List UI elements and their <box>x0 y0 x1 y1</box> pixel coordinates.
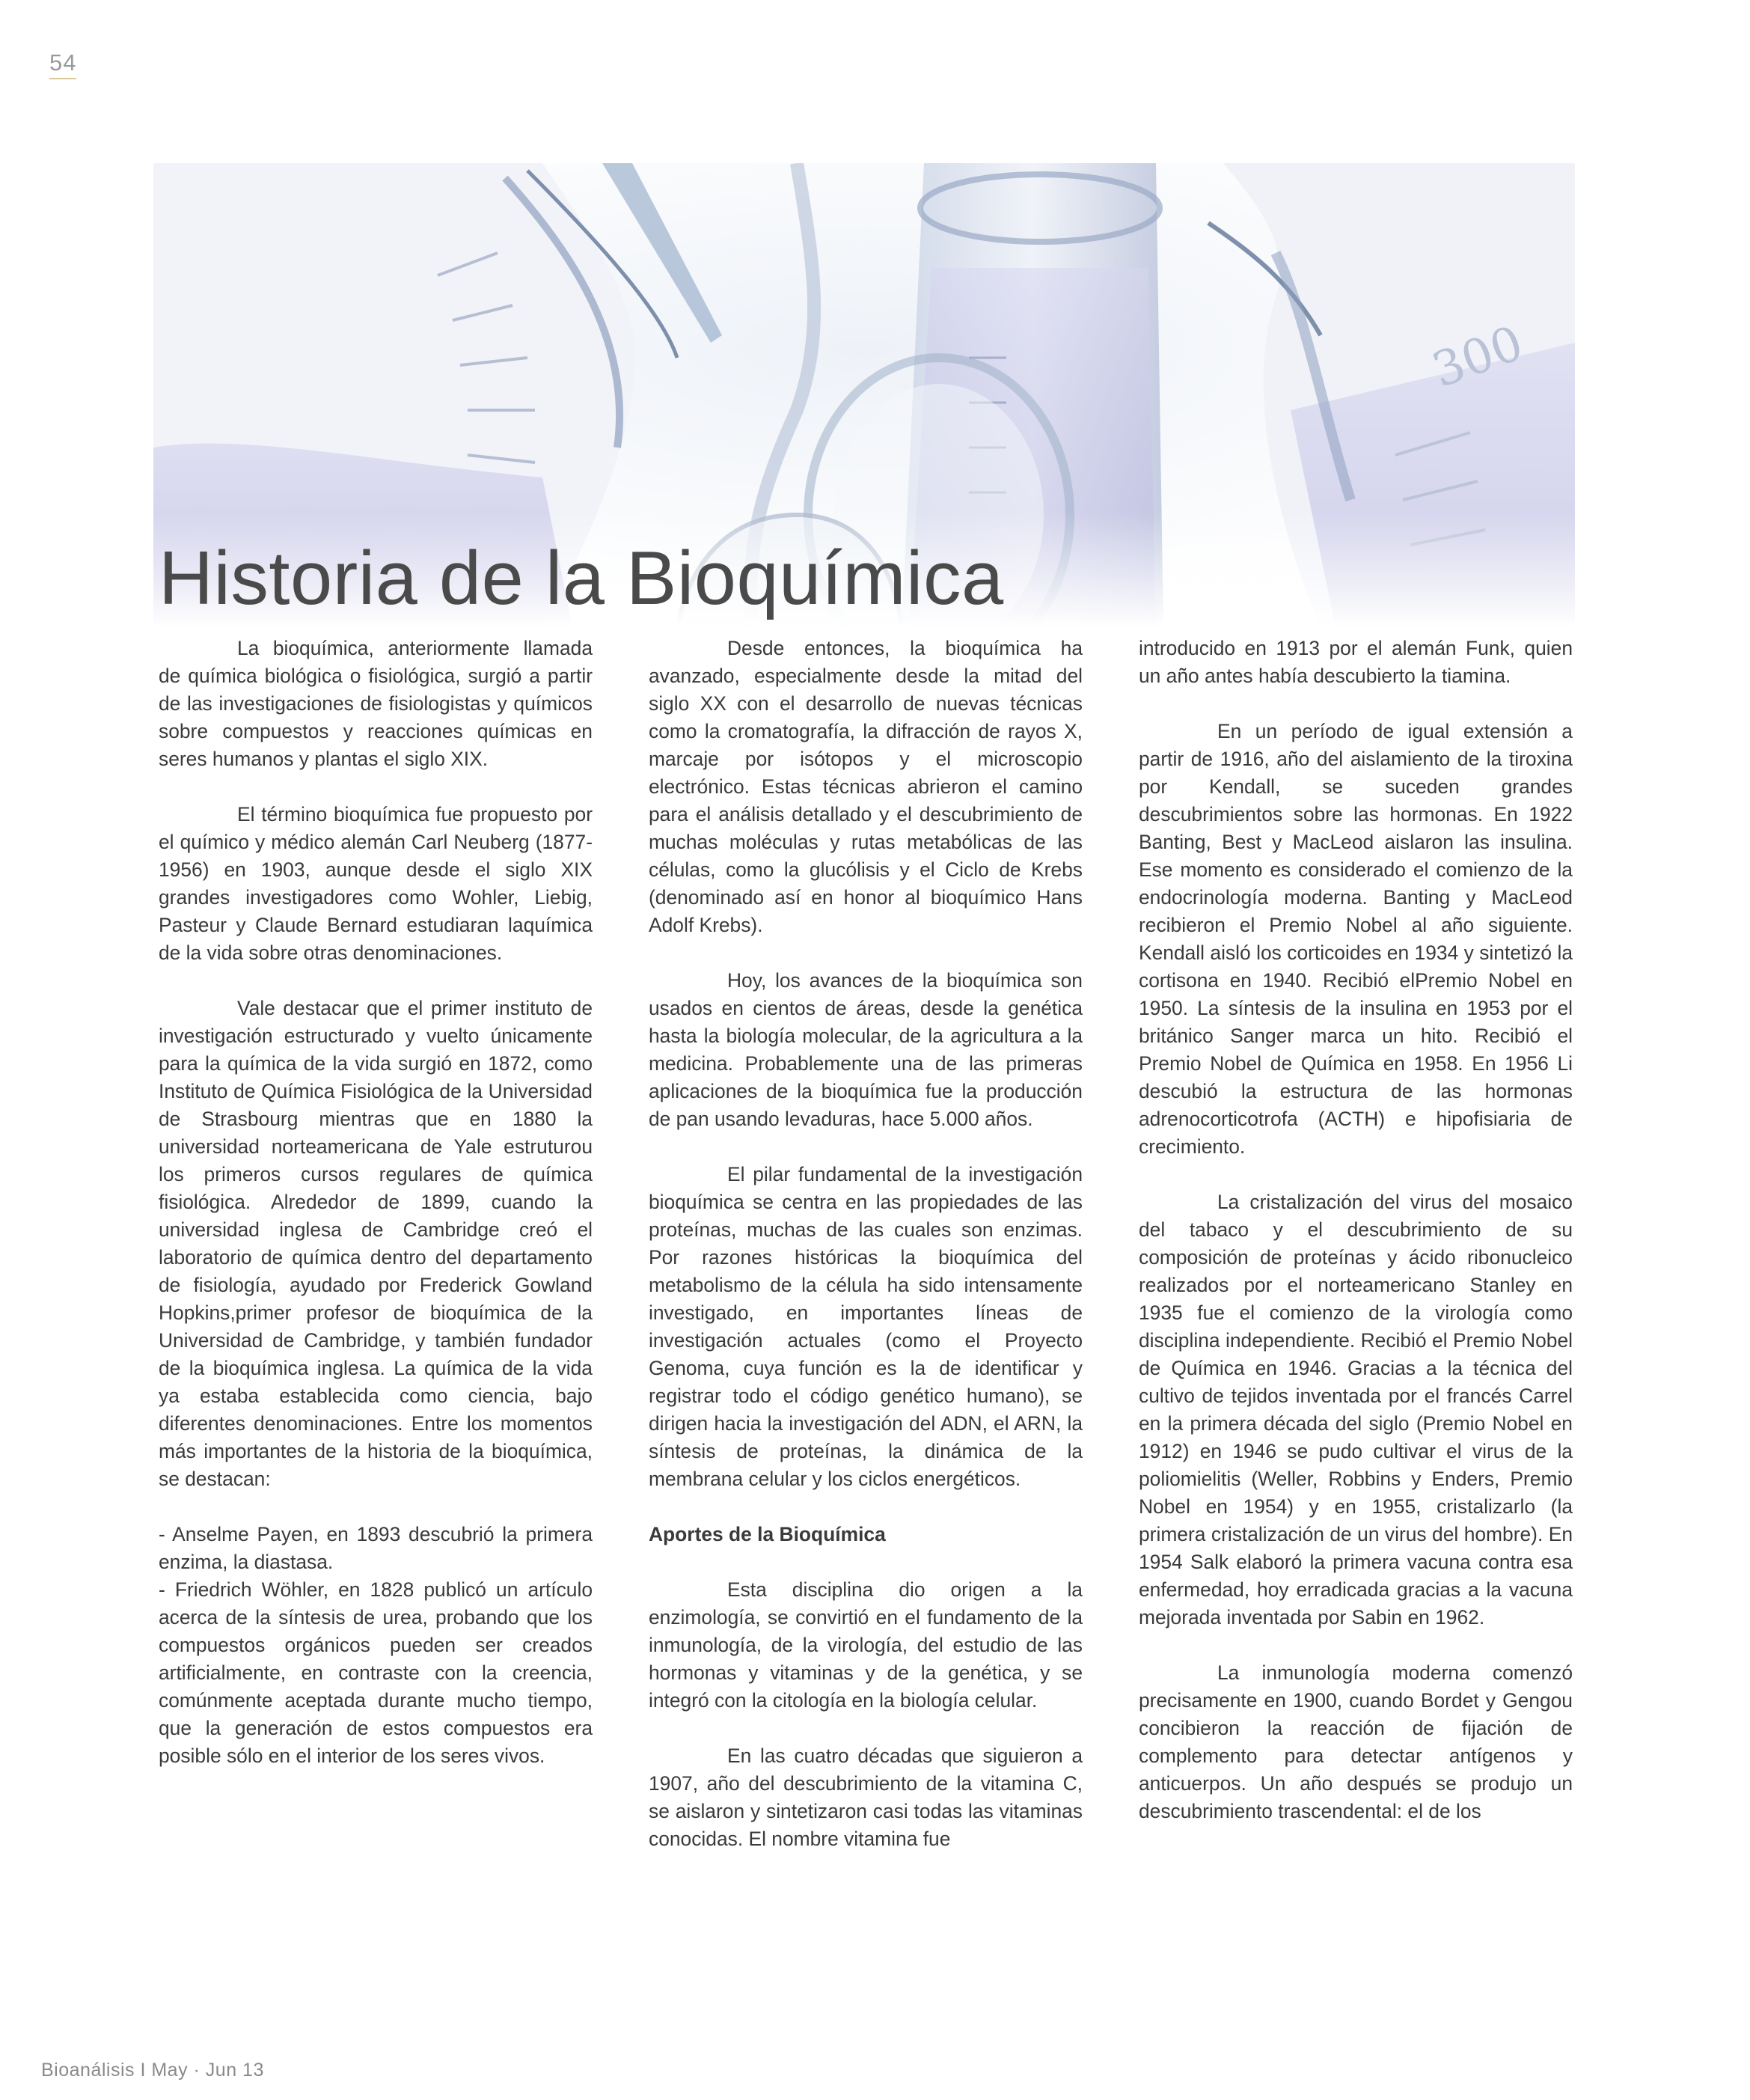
page-number: 54 <box>49 49 76 79</box>
paragraph: Esta disciplina dio origen a la enzimología, se convirtió en el fundamento de la inmunología, de la virología, del estudio de las hormonas y vitaminas y de la genética, y se integró con la citología en la biología celular. <box>649 1578 1083 1712</box>
page-footer: Bioanálisis I May · Jun 13 <box>41 2060 264 2081</box>
article-title: Historia de la Bioquímica <box>159 537 1004 620</box>
paragraph: Desde entonces, la bioquímica ha avanzado, especialmente desde la mitad del siglo XX con el desarrollo de nuevas técnicas como la cromatografía, la difracción de rayos X, marcaje por isótopos y el microscopio electrónico. Estas técnicas abrieron el camino para el análisis detallado y el descubrimiento de muchas moléculas y rutas metabólicas de las células, como la glucólisis y el Ciclo de Krebs (denominado así en honor al bioquímico Hans Adolf Krebs). <box>649 637 1083 936</box>
article-body <box>159 635 1573 1952</box>
column-2 <box>649 635 1083 1952</box>
paragraph: El pilar fundamental de la investigación bioquímica se centra en las propiedades de las proteínas, muchas de las cuales son enzimas. Por razones históricas la bioquímica del metabolismo de la célula ha sido intensamente investigado, en importantes líneas de investigación actuales (como el Proyecto Genoma, cuya función es la de identificar y registrar todo el código genético humano), se dirigen hacia la investigación del ADN, el ARN, la síntesis de proteínas, la dinámica de la membrana celular y los ciclos energéticos. <box>649 1163 1083 1490</box>
list-item: - Anselme Payen, en 1893 descubrió la primera enzima, la diastasa. <box>159 1523 593 1573</box>
section-heading: Aportes de la Bioquímica <box>649 1523 886 1545</box>
paragraph: Hoy, los avances de la bioquímica son usados en cientos de áreas, desde la genética hasta la biología molecular, de la agricultura a la medicina. Probablemente una de las primeras aplicaciones de la bioquímica fue la producción de pan usando levaduras, hace 5.000 años. <box>649 969 1083 1130</box>
paragraph: El término bioquímica fue propuesto por el químico y médico alemán Carl Neuberg (1877-1956) en 1903, aunque desde el siglo XIX grandes investigadores como Wohler, Liebig, Pasteur y Claude Bernard estudiaran laquímica de la vida sobre otras denominaciones. <box>159 803 593 964</box>
paragraph: La cristalización del virus del mosaico del tabaco y el descubrimiento de su composición de proteínas y ácido ribonucleico realizados por el norteamericano Stanley en 1935 fue el comienzo de la virología como disciplina independiente. Recibió el Premio Nobel de Química en 1946. Gracias a la técnica del cultivo de tejidos inventada por el francés Carrel en la primera década del siglo (Premio Nobel en 1912) en 1946 se pudo cultivar el virus de la poliomielitis (Weller, Robbins y Enders, Premio Nobel en 1954) y en 1955, cristalizarlo (la primera cristalización de un virus del hombre). En 1954 Salk elaboró la primera vacuna contra esa enfermedad, hoy erradicada gracias a la vacuna mejorada inventada por Sabin en 1962. <box>1139 1191 1573 1629</box>
paragraph: La bioquímica, anteriormente llamada de química biológica o fisiológica, surgió a partir de las investigaciones de fisiologistas y químicos sobre compuestos y reacciones químicas en seres humanos y plantas el siglo XIX. <box>159 637 593 770</box>
paragraph: introducido en 1913 por el alemán Funk, quien un año antes había descubierto la tiamina. <box>1139 637 1573 687</box>
column-1 <box>159 635 593 1952</box>
column-3 <box>1139 635 1573 1952</box>
paragraph: Vale destacar que el primer instituto de investigación estructurado y vuelto únicamente para la química de la vida surgió en 1872, como Instituto de Química Fisiológica de la Universidad de Strasbourg mientras que en 1880 la universidad norteamericana de Yale estruturou los primeros cursos regulares de química fisiológica. Alrededor de 1899, cuando la universidad inglesa de Cambridge creó el laboratorio de química dentro del departamento de fisiología, ayudado por Frederick Gowland Hopkins,primer profesor de bioquímica de la Universidad de Cambridge, y también fundador de la bioquímica inglesa. La química de la vida ya estaba establecida como ciencia, bajo diferentes denominaciones. Entre los momentos más importantes de la historia de la bioquímica, se destacan: <box>159 997 593 1490</box>
paragraph: En un período de igual extensión a partir de 1916, año del aislamiento de la tiroxina por Kendall, se suceden grandes descubrimientos sobre las hormonas. En 1922 Banting, Best y MacLeod aislaron las insulina. Ese momento es considerado el comienzo de la endocrinología moderna. Banting y MacLeod recibieron el Premio Nobel al año siguiente. Kendall aisló los corticoides en 1934 y sintetizó la cortisona en 1940. Recibió elPremio Nobel en 1950. La síntesis de la insulina en 1953 por el británico Sanger marca un hito. Recibió el Premio Nobel de Química en 1958. En 1956 Li descubió la estructura de las hormonas adrenocorticotrofa (ACTH) e hipofisiaria de crecimiento. <box>1139 720 1573 1158</box>
paragraph: La inmunología moderna comenzó precisamente en 1900, cuando Bordet y Gengou concibieron la reacción de fijación de complemento para detectar antígenos y anticuerpos. Un año después se produjo un descubrimiento trascendental: el de los <box>1139 1661 1573 1822</box>
paragraph: En las cuatro décadas que siguieron a 1907, año del descubrimiento de la vitamina C, se aislaron y sintetizaron casi todas las vitaminas conocidas. El nombre vitamina fue <box>649 1745 1083 1850</box>
list-item: - Friedrich Wöhler, en 1828 publicó un artículo acerca de la síntesis de urea, probando que los compuestos orgánicos pueden ser creados artificialmente, en contraste con la creencia, comúnmente aceptada durante mucho tiempo, que la generación de estos compuestos era posible sólo en el interior de los seres vivos. <box>159 1578 593 1767</box>
